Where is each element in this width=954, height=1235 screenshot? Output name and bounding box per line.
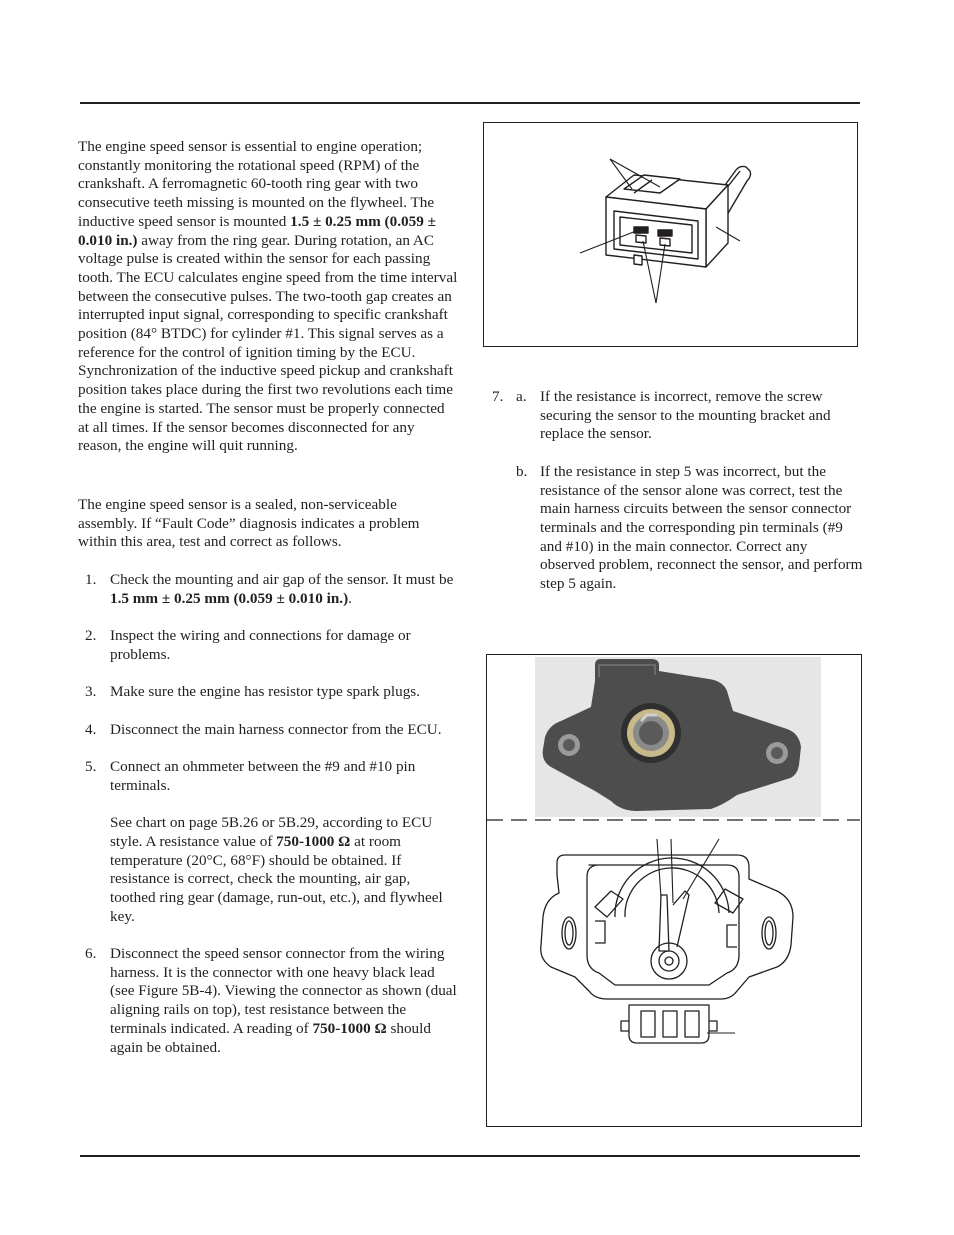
step-2: 2. Inspect the wiring and connections for damage or problems.	[85, 627, 411, 663]
step-4: 4. Disconnect the main harness connector from the ECU.	[85, 720, 442, 738]
step-7: 7. a. If the resistance is incorrect, remove the screw securing the sensor to the mounting bracket and replace the sensor. b. If the resistance in step 5 was incorrect, but the resistance of the sensor alone was correct, test the main harness circuits between the sensor connector terminals and the corresponding pin terminals (#9 and #10) in the main connector. Correct any observed problem, reconnect the sensor, and perform step 5 again.	[492, 388, 863, 593]
speed-sensor-connector-figure	[483, 122, 858, 347]
service-paragraph: The engine speed sensor is a sealed, non-serviceable assembly. If “Fault Code” diagnosis indicates a problem within this area, test and correct as follows.	[78, 495, 420, 551]
step-1: 1. Check the mounting and air gap of the sensor. It must be 1.5 mm ± 0.25 mm (0.059 ± 0.010 in.).	[85, 571, 454, 607]
left-column	[78, 138, 458, 1076]
step-7a: a. If the resistance is incorrect, remove the screw securing the sensor to the mounting bracket and replace the sensor.	[516, 388, 831, 443]
top-rule	[80, 102, 860, 104]
bottom-rule	[80, 1155, 860, 1157]
speed-sensor-connector-illustration	[484, 123, 857, 346]
step-3: 3. Make sure the engine has resistor type spark plugs.	[85, 683, 421, 701]
sensor-internal-diagram	[541, 855, 793, 1043]
throttle-position-sensor-figure	[486, 654, 862, 1127]
right-column	[484, 388, 864, 594]
step-6: 6. Disconnect the speed sensor connector from the wiring harness. It is the connector with one heavy black lead (see Figure 5B-4). Viewing the connector as shown (dual aligning rails on top), test resistance between the terminals indicated. A reading of 750-1000 Ω should again be obtained.	[85, 945, 457, 1056]
step-7b: b. If the resistance in step 5 was incorrect, but the resistance of the sensor alone was correct, test the main harness circuits between the sensor connector terminals and the corresponding pin terminals (#9 and #10) in the main connector. Correct any observed problem, reconnect the sensor, and perform step 5 again.	[516, 462, 863, 593]
intro-paragraph: The engine speed sensor is essential to engine operation; constantly monitoring the rotational speed (RPM) of the crankshaft. A ferromagnetic 60-tooth ring gear with two consecutive teeth missing is mounted on the flywheel. The inductive speed sensor is mounted 1.5 ± 0.25 mm (0.059 ± 0.010 in.) away from the ring gear. During rotation, an AC voltage pulse is created within the sensor for each passing tooth. The ECU calculates engine speed from the time interval between the consecutive pulses. The two-tooth gap creates an interrupted input signal, corresponding to specific crankshaft position (84° BTDC) for cylinder #1. This signal serves as a reference for the control of ignition timing by the ECU. Synchronization of the inductive speed pickup and crankshaft position takes place during the first two revolutions each time the engine is started. The sensor must be properly connected at all times. If the sensor becomes disconnected for any reason, the engine will quit running.	[78, 138, 458, 455]
step-5: 5. Connect an ohmmeter between the #9 and #10 pin terminals. See chart on page 5B.26 or 5B.29, according to ECU style. A resistance value of 750-1000 Ω at room temperature (20°C, 68°F) should be obtained. If resistance is correct, check the mounting, air gap, toothed ring gear (damage, run-out, etc.), and flywheel key.	[85, 758, 443, 925]
test-steps-list	[78, 571, 458, 1057]
throttle-position-sensor-illustration	[487, 655, 860, 1125]
